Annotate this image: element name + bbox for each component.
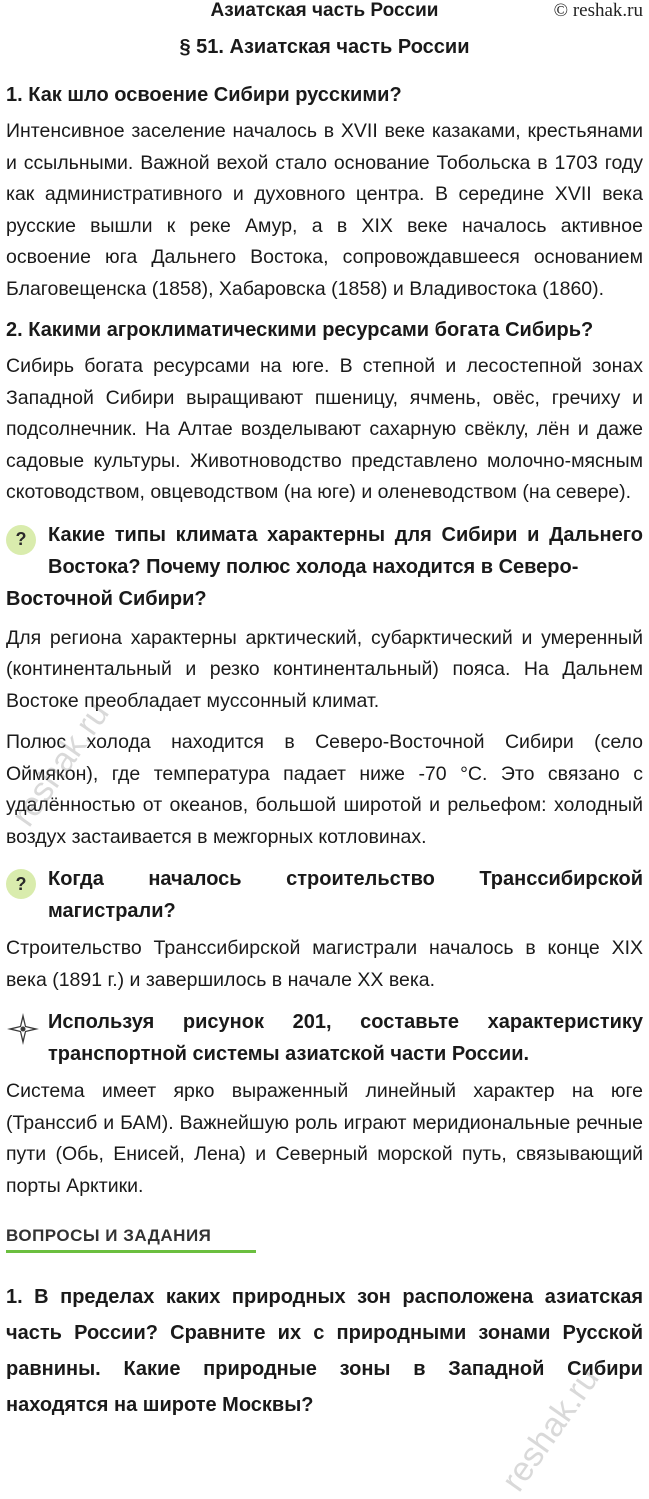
transsib-question-block xyxy=(0,863,649,927)
watermark: reshak.ru xyxy=(494,1360,607,1499)
question-2: 2. Какими агроклиматическими ресурсами богата Сибирь? xyxy=(6,319,594,341)
climate-answer-2: Полюс холода находится в Северо-Восточной Сибири (село Оймякон), где температура падает ниже -70 °С. Это связано с удалённостью от океанов, большой широтой и рельефом: холодный воздух застаивается в межгорных котловинах. xyxy=(6,731,643,848)
question-mark-icon: ? xyxy=(6,869,42,927)
question-mark-icon: ? xyxy=(6,525,42,583)
header-brand: © reshak.ru xyxy=(553,0,643,21)
transport-task-block xyxy=(0,1006,649,1070)
tasks-underline xyxy=(6,1250,256,1253)
transsib-question: Когда началось строительство Транссибирской магистрали? xyxy=(48,868,643,922)
transport-task: Используя рисунок 201, составьте характеристику транспортной системы азиатской части России. xyxy=(48,1011,643,1065)
compass-rose-icon xyxy=(6,1012,42,1070)
page-header xyxy=(0,0,649,34)
tasks-label: ВОПРОСЫ И ЗАДАНИЯ xyxy=(6,1226,212,1245)
transport-answer: Система имеет ярко выраженный линейный характер на юге (Транссиб и БАМ). Важнейшую роль играют меридиональные речные пути (Обь, Енисей, Лена) и Северный морской путь, связывающий порты Арктики. xyxy=(6,1080,643,1197)
answer-2: Сибирь богата ресурсами на юге. В степной и лесостепной зонах Западной Сибири выращивают пшеницу, ячмень, овёс, гречиху и подсолнечник. На Алтае возделывают сахарную свёклу, лён и даже садовые культуры. Животноводство представлено молочно-мясным скотоводством, овцеводством (на юге) и оленеводством (на севере). xyxy=(6,355,643,503)
watermark: reshak.ru xyxy=(4,695,117,834)
tasks-heading xyxy=(6,1226,256,1253)
answer-1: Интенсивное заселение началось в XVII веке казаками, крестьянами и ссыльными. Важной вехой стало основание Тобольска в 1703 году как административного и духовного центра. В середине XVII века русские вышли к реке Амур, а в XIX веке началось активное освоение юга Дальнего Востока, сопровождавшееся основанием Благовещенска (1858), Хабаровска (1858) и Владивостока (1860). xyxy=(6,120,643,300)
climate-question: Какие типы климата характерны для Сибири и Дальнего Востока? Почему полюс холода находится в Северо- xyxy=(48,523,643,578)
question-1: 1. Как шло освоение Сибири русскими? xyxy=(6,84,402,106)
climate-answer-1: Для региона характерны арктический, субарктический и умеренный (континентальный и резко континентальный) пояса. На Дальнем Востоке преобладает муссонный климат. xyxy=(6,626,643,712)
header-title: Азиатская часть России xyxy=(210,0,439,21)
task-question-1: 1. В пределах каких природных зон расположена азиатская часть России? Сравните их с природными зонами Русской равнины. Какие природные зоны в Западной Сибири находятся на широте Москвы? xyxy=(6,1286,643,1416)
transsib-answer: Строительство Транссибирской магистрали началось в конце XIX века (1891 г.) и завершилось в начале XX века. xyxy=(6,937,643,991)
section-title: § 51. Азиатская часть России xyxy=(179,36,470,58)
climate-question-block xyxy=(0,519,649,583)
climate-question-cont: Восточной Сибири? xyxy=(6,587,207,610)
